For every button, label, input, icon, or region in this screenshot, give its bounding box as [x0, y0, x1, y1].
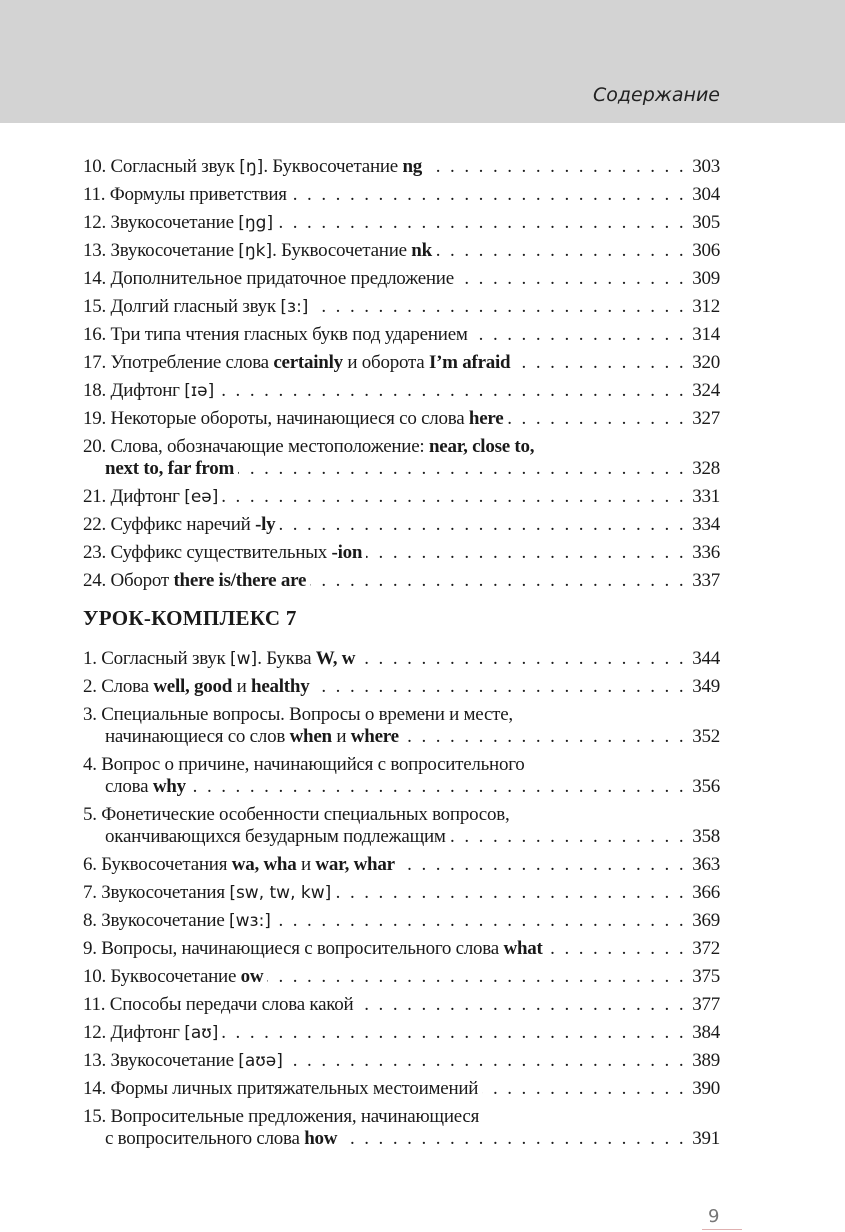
- ipa-transcription: [ɪə]: [184, 381, 215, 401]
- toc-entry-title: [105, 458, 234, 480]
- toc-text: слова: [105, 776, 153, 797]
- toc-entry-line: [83, 704, 720, 726]
- toc-entry-title: [83, 648, 355, 670]
- toc-page-number: 320: [692, 352, 720, 373]
- toc-text: 5. Фонетические особенности специальных вопросов,: [83, 804, 510, 825]
- toc-keyword: what: [503, 938, 543, 959]
- toc-entry-title: [83, 754, 525, 776]
- toc-text: 16. Три типа чтения гласных букв под ударением: [83, 324, 468, 345]
- dot-leader: [507, 408, 686, 430]
- dot-leader: [287, 1050, 686, 1072]
- toc-keyword: when: [289, 726, 332, 747]
- toc-entry: [83, 963, 720, 991]
- toc-entry-title: [83, 324, 468, 346]
- toc-entry-line: [83, 542, 720, 564]
- ipa-transcription: [ɜ:]: [280, 297, 309, 317]
- toc-entry-title: [83, 436, 534, 458]
- toc-text: 10. Буквосочетание: [83, 966, 241, 987]
- ipa-transcription: [aʊ]: [184, 1023, 219, 1043]
- toc-entry-line: [83, 486, 720, 508]
- toc-page-number: 312: [692, 296, 720, 317]
- toc-entry: [83, 539, 720, 567]
- toc-entry-line: [83, 514, 720, 536]
- toc-entry-title: [83, 542, 362, 564]
- toc-text: 15. Долгий гласный звук: [83, 296, 281, 317]
- toc-keyword: here: [468, 408, 504, 429]
- toc-page-number: 337: [692, 570, 720, 591]
- toc-text: 1. Согласный звук: [83, 648, 231, 669]
- toc-text: 21. Дифтонг: [83, 486, 185, 507]
- toc-entry: [83, 801, 720, 851]
- toc-entry-title: [83, 882, 331, 904]
- ipa-transcription: [sw, tw, kw]: [229, 883, 332, 903]
- toc-page-number: 377: [692, 994, 720, 1015]
- toc-text: 14. Формы личных притяжательных местоимений: [83, 1078, 479, 1099]
- ipa-transcription: [eə]: [184, 487, 219, 507]
- toc-page-number: 390: [692, 1078, 720, 1099]
- toc-page-number: 358: [692, 826, 720, 847]
- toc-entry: [83, 349, 720, 377]
- toc-entry: [83, 321, 720, 349]
- dot-leader: [218, 380, 686, 402]
- dot-leader: [341, 1128, 686, 1150]
- toc-page-number: 314: [692, 324, 720, 345]
- toc-entry-line: [83, 1128, 720, 1150]
- toc-entry-line: [83, 380, 720, 402]
- toc-page-number: 303: [692, 156, 720, 177]
- toc-entry-line: [83, 676, 720, 698]
- toc-text: . Буквосочетание: [272, 240, 412, 261]
- toc-text: 17. Употребление слова: [83, 352, 274, 373]
- toc-page-number: 331: [692, 486, 720, 507]
- toc-text: 3. Специальные вопросы. Вопросы о времени и месте,: [83, 704, 513, 725]
- toc-entry-line: [83, 776, 720, 798]
- section-heading: УРОК-КОМПЛЕКС 7: [83, 606, 297, 630]
- toc-entry: [83, 567, 720, 595]
- toc-page-number: 309: [692, 268, 720, 289]
- toc-text: 4. Вопрос о причине, начинающийся с вопросительного: [83, 754, 525, 775]
- toc-text: 12. Дифтонг: [83, 1022, 185, 1043]
- toc-text: и: [232, 676, 252, 697]
- toc-text: 22. Суффикс наречий: [83, 514, 256, 535]
- toc-entry: [83, 1075, 720, 1103]
- dot-leader: [436, 240, 686, 262]
- toc-entry-line: [83, 212, 720, 234]
- toc-keyword: how: [304, 1128, 338, 1149]
- toc-keyword: certainly: [273, 352, 343, 373]
- toc-page-number: 369: [692, 910, 720, 931]
- toc-entry-line: [83, 570, 720, 592]
- toc-entry-title: [83, 352, 510, 374]
- toc-entry: [83, 645, 720, 673]
- toc-entry-title: [83, 486, 218, 508]
- ipa-transcription: [wɜ:]: [229, 911, 271, 931]
- toc-page-number: 363: [692, 854, 720, 875]
- toc-entry: [83, 907, 720, 935]
- toc-keyword: ng: [402, 156, 423, 177]
- toc-entry: [83, 265, 720, 293]
- toc-text: . Буква: [257, 648, 316, 669]
- toc-entry-line: [83, 268, 720, 290]
- toc-text: 10. Согласный звук: [83, 156, 240, 177]
- dot-leader: [190, 776, 686, 798]
- toc-entry: [83, 209, 720, 237]
- toc-entry-line: [83, 826, 720, 848]
- dot-leader: [399, 854, 686, 876]
- dot-leader: [482, 1078, 686, 1100]
- dot-leader: [222, 1022, 686, 1044]
- toc-text: 24. Оборот: [83, 570, 174, 591]
- toc-text: 13. Звукосочетание: [83, 1050, 239, 1071]
- toc-entry-line: [83, 458, 720, 480]
- toc-page-number: 336: [692, 542, 720, 563]
- dot-leader: [458, 268, 686, 290]
- dot-leader: [426, 156, 686, 178]
- toc-page-number: 305: [692, 212, 720, 233]
- toc-keyword: -ion: [331, 542, 363, 563]
- toc-entry-title: [83, 1022, 218, 1044]
- toc-text: и: [331, 726, 351, 747]
- toc-keyword: next to, far from: [105, 458, 235, 479]
- dot-leader: [313, 676, 686, 698]
- toc-keyword: war, whar: [315, 854, 395, 875]
- toc-page-number: 328: [692, 458, 720, 479]
- toc-entry-line: [83, 184, 720, 206]
- toc-keyword: ow: [240, 966, 264, 987]
- dot-leader: [291, 184, 686, 206]
- toc-page-number: 391: [692, 1128, 720, 1149]
- toc-entry-title: [83, 676, 309, 698]
- toc-text: 12. Звукосочетание: [83, 212, 239, 233]
- toc-entry: [83, 483, 720, 511]
- toc-text: с вопросительного слова: [105, 1128, 305, 1149]
- toc-entry: [83, 237, 720, 265]
- dot-leader: [472, 324, 686, 346]
- toc-entry-line: [83, 436, 720, 458]
- toc-entry-line: [83, 296, 720, 318]
- toc-entry-title: [83, 268, 454, 290]
- toc-entry-title: [83, 704, 513, 726]
- toc-entry-line: [83, 324, 720, 346]
- toc-entry-line: [83, 854, 720, 876]
- toc-entry-title: [83, 966, 263, 988]
- dot-leader: [514, 352, 686, 374]
- toc-entry-title: [83, 156, 422, 178]
- dot-leader: [267, 966, 686, 988]
- ipa-transcription: [ŋg]: [238, 213, 274, 233]
- toc-entry-title: [83, 854, 395, 876]
- toc-entry-title: [105, 726, 399, 748]
- toc-entry: [83, 1047, 720, 1075]
- toc-text: 19. Некоторые обороты, начинающиеся со слова: [83, 408, 469, 429]
- running-header-title: Содержание: [593, 84, 720, 106]
- dot-leader: [222, 486, 686, 508]
- toc-text: 9. Вопросы, начинающиеся с вопросительного слова: [83, 938, 504, 959]
- toc-page-number: 384: [692, 1022, 720, 1043]
- toc-page-number: 356: [692, 776, 720, 797]
- dot-leader: [403, 726, 686, 748]
- toc-entry-title: [105, 826, 446, 848]
- toc-entry: [83, 153, 720, 181]
- toc-page-number: 366: [692, 882, 720, 903]
- toc-entry: [83, 751, 720, 801]
- toc-entry-line: [83, 240, 720, 262]
- toc-entry-line: [83, 1106, 720, 1128]
- toc-keyword: well, good: [153, 676, 233, 697]
- dot-leader: [275, 910, 686, 932]
- toc-keyword: nk: [411, 240, 432, 261]
- table-of-contents: [83, 153, 720, 1153]
- toc-keyword: why: [152, 776, 186, 797]
- toc-entry: [83, 1103, 720, 1153]
- dot-leader: [547, 938, 686, 960]
- toc-keyword: healthy: [251, 676, 310, 697]
- toc-text: 7. Звукосочетания: [83, 882, 230, 903]
- dot-leader: [238, 458, 686, 480]
- ipa-transcription: [w]: [230, 649, 258, 669]
- dot-leader: [279, 514, 686, 536]
- toc-text: 2. Слова: [83, 676, 154, 697]
- toc-entry-line: [83, 910, 720, 932]
- toc-entry: [83, 991, 720, 1019]
- toc-text: 6. Буквосочетания: [83, 854, 232, 875]
- toc-page-number: 304: [692, 184, 720, 205]
- toc-entry: [83, 701, 720, 751]
- toc-entry-line: [83, 1078, 720, 1100]
- ipa-transcription: [ŋ]: [239, 157, 264, 177]
- toc-entry: [83, 879, 720, 907]
- toc-keyword: I’m afraid: [428, 352, 511, 373]
- toc-entry-line: [83, 1022, 720, 1044]
- toc-entry-title: [83, 212, 273, 234]
- dot-leader: [366, 542, 686, 564]
- toc-entry: [83, 293, 720, 321]
- toc-entry-line: [83, 408, 720, 430]
- toc-entry-title: [83, 296, 308, 318]
- toc-entry-title: [83, 994, 353, 1016]
- toc-entry-line: [83, 882, 720, 904]
- toc-page-number: 324: [692, 380, 720, 401]
- toc-entry-title: [83, 1106, 479, 1128]
- toc-entry-title: [83, 408, 503, 430]
- toc-entry: [83, 851, 720, 879]
- toc-entry-title: [105, 776, 186, 798]
- toc-text: 13. Звукосочетание: [83, 240, 239, 261]
- toc-text: 11. Способы передачи слова какой: [83, 994, 354, 1015]
- toc-text: и: [296, 854, 316, 875]
- toc-entry-line: [83, 804, 720, 826]
- toc-entry: [83, 1019, 720, 1047]
- toc-keyword: -ly: [255, 514, 276, 535]
- toc-part-1: [83, 153, 720, 595]
- toc-entry-line: [83, 994, 720, 1016]
- toc-entry-title: [83, 938, 543, 960]
- toc-page-number: 372: [692, 938, 720, 959]
- toc-entry-title: [83, 380, 214, 402]
- toc-text: 23. Суффикс существительных: [83, 542, 332, 563]
- toc-entry-line: [83, 648, 720, 670]
- toc-text: 20. Слова, обозначающие местоположение:: [83, 436, 429, 457]
- toc-entry-title: [83, 184, 287, 206]
- toc-entry: [83, 511, 720, 539]
- page-header-band: [0, 0, 845, 123]
- toc-text: 11. Формулы приветствия: [83, 184, 287, 205]
- toc-text: и оборота: [342, 352, 429, 373]
- dot-leader: [357, 994, 686, 1016]
- toc-entry-line: [83, 726, 720, 748]
- toc-page-number: 327: [692, 408, 720, 429]
- toc-entry-title: [83, 240, 432, 262]
- dot-leader: [450, 826, 686, 848]
- ipa-transcription: [aʊə]: [238, 1051, 283, 1071]
- toc-entry-line: [83, 156, 720, 178]
- toc-entry: [83, 433, 720, 483]
- toc-entry: [83, 673, 720, 701]
- toc-entry-title: [105, 1128, 337, 1150]
- toc-entry-line: [83, 1050, 720, 1072]
- toc-page-number: 306: [692, 240, 720, 261]
- toc-entry-title: [83, 570, 306, 592]
- toc-entry-line: [83, 938, 720, 960]
- toc-keyword: wa, wha: [231, 854, 297, 875]
- toc-entry: [83, 405, 720, 433]
- toc-page-number: 389: [692, 1050, 720, 1071]
- toc-text: начинающиеся со слов: [105, 726, 290, 747]
- toc-entry: [83, 935, 720, 963]
- toc-text: 15. Вопросительные предложения, начинающиеся: [83, 1106, 480, 1127]
- dot-leader: [312, 296, 686, 318]
- toc-text: . Буквосочетание: [263, 156, 403, 177]
- toc-entry-line: [83, 966, 720, 988]
- toc-text: 8. Звукосочетание: [83, 910, 229, 931]
- toc-keyword: W, w: [315, 648, 356, 669]
- toc-keyword: where: [350, 726, 399, 747]
- dot-leader: [277, 212, 686, 234]
- toc-page-number: 344: [692, 648, 720, 669]
- toc-entry: [83, 181, 720, 209]
- toc-page-number: 349: [692, 676, 720, 697]
- dot-leader: [335, 882, 686, 904]
- toc-entry-title: [83, 1050, 283, 1072]
- toc-entry-title: [83, 910, 271, 932]
- toc-entry: [83, 377, 720, 405]
- toc-keyword: near, close to,: [428, 436, 535, 457]
- page-number: 9: [708, 1206, 720, 1227]
- toc-part-2: [83, 645, 720, 1153]
- toc-page-number: 375: [692, 966, 720, 987]
- ipa-transcription: [ŋk]: [238, 241, 273, 261]
- toc-text: оканчивающихся безударным подлежащим: [105, 826, 446, 847]
- page-number-underline: [702, 1229, 742, 1230]
- toc-text: 14. Дополнительное придаточное предложение: [83, 268, 454, 289]
- toc-entry-title: [83, 804, 509, 826]
- toc-entry-title: [83, 514, 275, 536]
- toc-entry-line: [83, 352, 720, 374]
- toc-page-number: 352: [692, 726, 720, 747]
- dot-leader: [310, 570, 686, 592]
- dot-leader: [359, 648, 686, 670]
- toc-text: 18. Дифтонг: [83, 380, 185, 401]
- toc-entry-line: [83, 754, 720, 776]
- toc-page-number: 334: [692, 514, 720, 535]
- toc-entry-title: [83, 1078, 478, 1100]
- toc-keyword: there is/there are: [173, 570, 307, 591]
